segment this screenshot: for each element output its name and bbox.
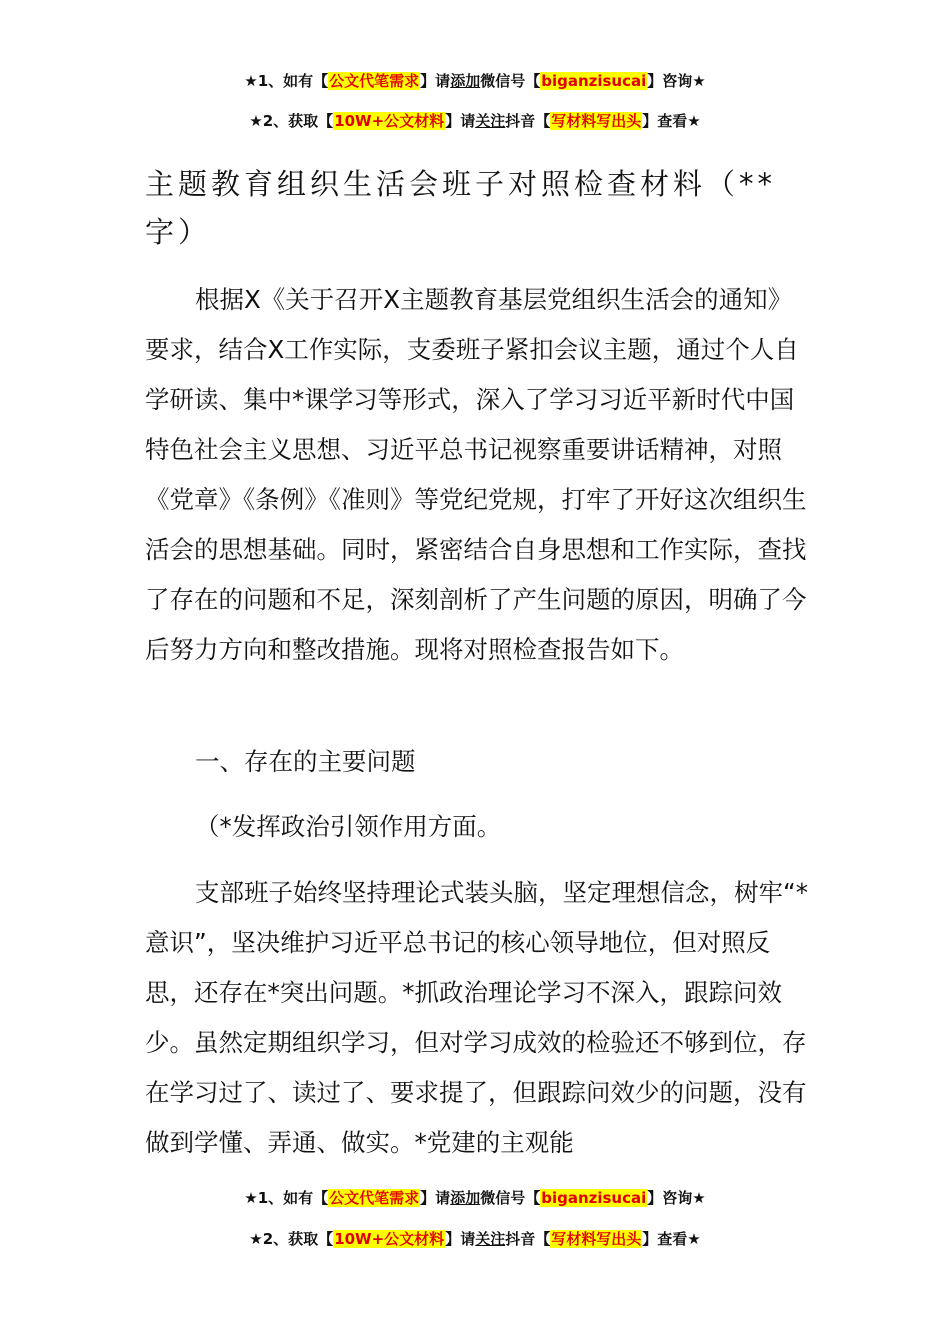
banner-text: 】咨询★	[647, 1189, 706, 1207]
underlined-action: 添加	[450, 1189, 481, 1207]
banner-text: ★2、获取【	[249, 1230, 334, 1248]
underlined-action: 添加	[450, 72, 481, 90]
highlight-wechat-id: biganzisucai	[541, 72, 647, 90]
document-title: 主题教育组织生活会班子对照检查材料（**字）	[145, 167, 777, 249]
top-banner-line-1	[0, 70, 950, 92]
banner-text: 】请	[420, 1189, 451, 1207]
underlined-action: 关注	[475, 1230, 506, 1248]
subsection-heading: （*发挥政治引领作用方面。	[195, 812, 502, 841]
banner-text: 】查看★	[642, 112, 701, 130]
body-paragraph: 支部班子始终坚持理论式装头脑，坚定理想信念，树牢“*意识”，坚决维护习近平总书记的核心领导地位，但对照反思，还存在*突出问题。*抓政治理论学习不深入，跟踪问效少。虽然定期组织学习，但对学习成效的检验还不够到位，存在学习过了、读过了、要求提了，但跟踪问效少的问题，没有做到学懂、弄通、做实。*党建的主观能	[145, 878, 808, 1157]
banner-text: 】咨询★	[647, 72, 706, 90]
bottom-banner-line-1	[0, 1187, 950, 1209]
highlight-service: 公文代笔需求	[329, 72, 420, 90]
highlight-douyin: 写材料写出头	[551, 1230, 642, 1248]
banner-text: ★1、如有【	[244, 72, 329, 90]
underlined-action: 关注	[475, 112, 506, 130]
highlight-materials: 10W+公文材料	[334, 112, 445, 130]
section-heading: 一、存在的主要问题	[195, 747, 416, 776]
highlight-wechat-id: biganzisucai	[541, 1189, 647, 1207]
banner-text: 微信号【	[480, 72, 541, 90]
bottom-banner-line-2	[0, 1228, 950, 1250]
banner-text: 】查看★	[642, 1230, 701, 1248]
banner-text: 抖音【	[505, 112, 551, 130]
banner-text: 】请	[420, 72, 451, 90]
highlight-douyin: 写材料写出头	[551, 112, 642, 130]
banner-text: 微信号【	[480, 1189, 541, 1207]
banner-text: 】请	[445, 112, 476, 130]
banner-text: ★1、如有【	[244, 1189, 329, 1207]
top-banner-line-2	[0, 110, 950, 132]
highlight-materials: 10W+公文材料	[334, 1230, 445, 1248]
highlight-service: 公文代笔需求	[329, 1189, 420, 1207]
banner-text: 】请	[445, 1230, 476, 1248]
banner-text: 抖音【	[505, 1230, 551, 1248]
intro-paragraph: 根据X《关于召开X主题教育基层党组织生活会的通知》要求，结合X工作实际，支委班子紧扣会议主题，通过个人自学研读、集中*课学习等形式，深入了学习习近平新时代中国特色社会主义思想、习近平总书记视察重要讲话精神，对照《党章》《条例》《准则》等党纪党规，打牢了开好这次组织生活会的思想基础。同时，紧密结合自身思想和工作实际，查找了存在的问题和不足，深刻剖析了产生问题的原因，明确了今后努力方向和整改措施。现将对照检查报告如下。	[145, 285, 807, 664]
banner-text: ★2、获取【	[249, 112, 334, 130]
